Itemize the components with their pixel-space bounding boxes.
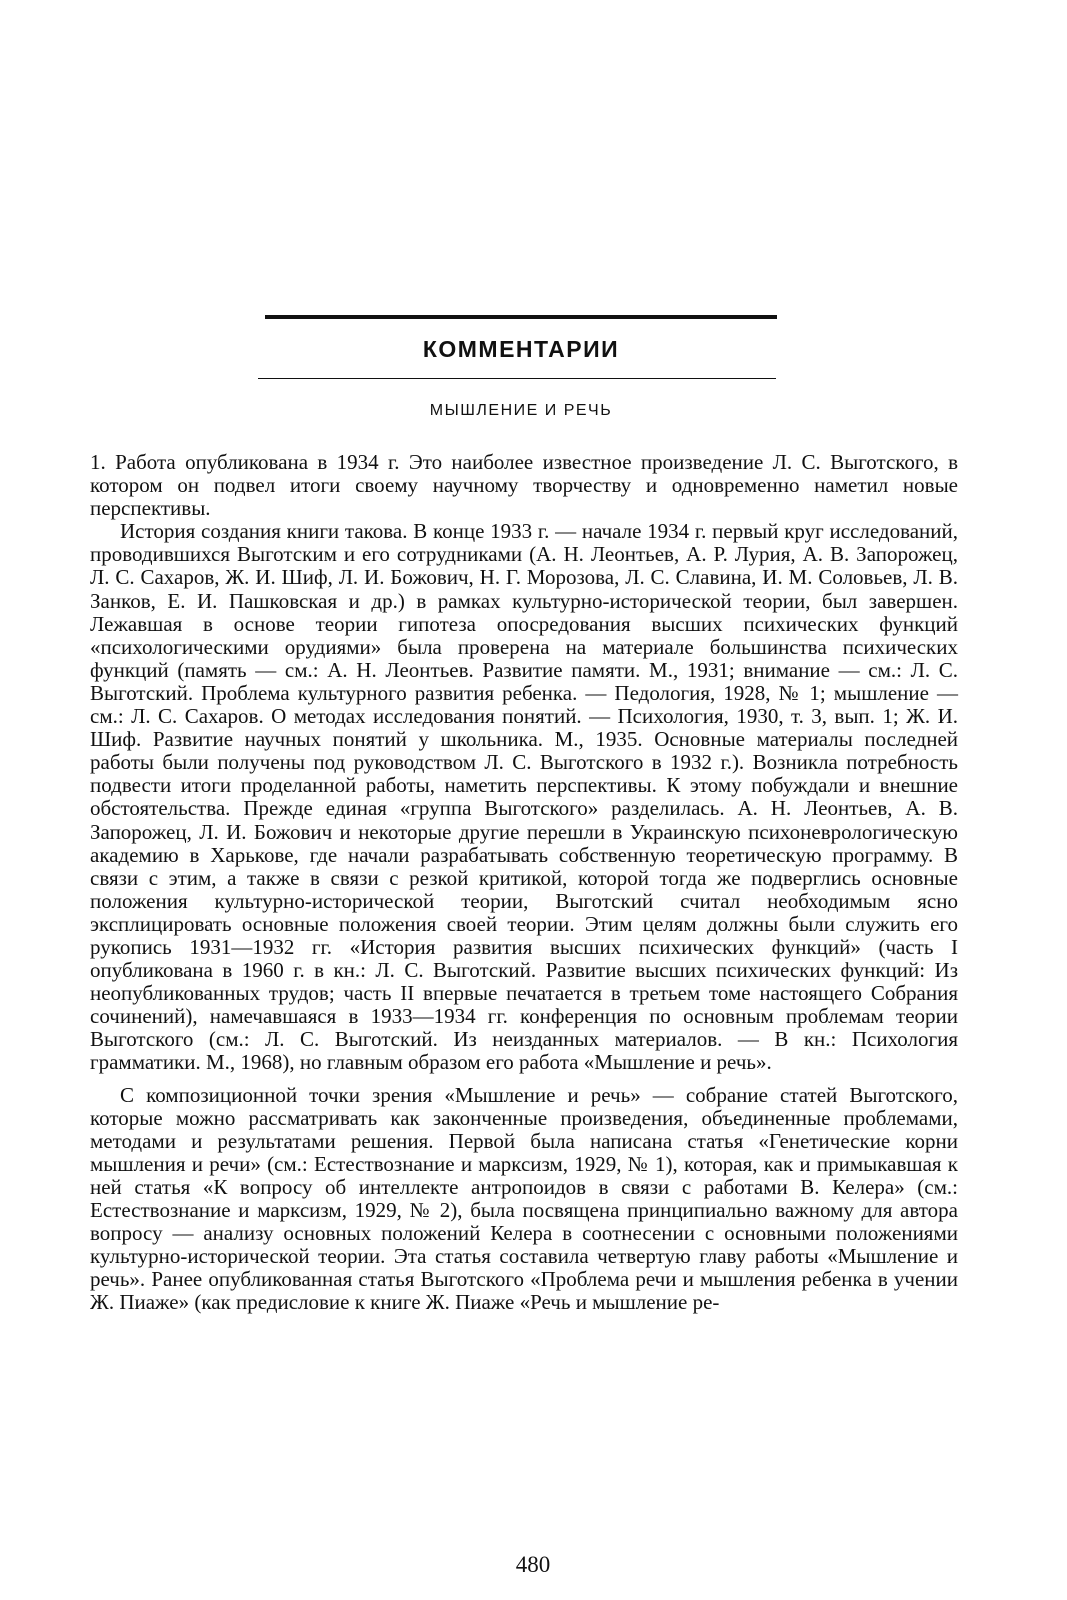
body-text [90, 451, 958, 1314]
paragraph-1: 1. Работа опубликована в 1934 г. Это наиболее известное произведение Л. С. Выготского, в котором он подвел итоги своему научному творчеству и одновременно наметил новые перспективы. [90, 450, 958, 521]
section-subtitle: МЫШЛЕНИЕ И РЕЧЬ [429, 402, 613, 419]
page-title: КОММЕНТАРИИ [422, 336, 620, 362]
paragraph-2: История создания книги такова. В конце 1933 г. — начале 1934 г. первый круг исследований, проводившихся Выготским и его сотрудниками (А. Н. Леонтьев, А. Р. Лурия, А. В. Запорожец, Л. С. Сахаров, Ж. И. Шиф, Л. И. Божович, Н. Г. Морозова, Л. С. Славина, И. М. Соловьев, Л. В. Занков, Е. И. Пашковская и др.) в рамках культурно-исторической теории, был завершен. Лежавшая в основе теории гипотеза опосредования высших психических функций «психологическими орудиями» была проверена на материале большинства психических функций (память — см.: А. Н. Леонтьев. Развитие памяти. М., 1931; внимание — см.: Л. С. Выготский. Проблема культурного развития ребенка. — Педология, 1928, № 1; мышление — см.: Л. С. Сахаров. О методах исследования понятий. — Психология, 1930, т. 3, вып. 1; Ж. И. Шиф. Развитие научных понятий у школьника. М., 1935. Основные материалы последней работы были получены под руководством Л. С. Выготского в 1932 г.). Возникла потребность подвести итоги проделанной работы, наметить перспективы. К этому побуждали и внешние обстоятельства. Прежде единая «группа Выготского» разделилась. А. Н. Леонтьев, А. В. Запорожец, Л. И. Божович и некоторые другие перешли в Украинскую психоневрологическую академию в Харькове, где начали разрабатывать собственную теоретическую программу. В связи с этим, а также в связи с резкой критикой, которой тогда же подверглись основные положения культурно-исторической теории, Выготский считал необходимым ясно эксплицировать основные положения своей теории. Этим целям должны были служить его рукопись 1931—1932 гг. «История развития высших психических функций» (часть I опубликована в 1960 г. в кн.: Л. С. Выготский. Развитие высших психических функций: Из неопубликованных трудов; часть II впервые печатается в третьем томе настоящего Собрания сочинений), намечавшаяся в 1933—1934 гг. конференция по основным проблемам теории Выготского (см.: Л. С. Выготский. Из неизданных материалов. — В кн.: Психология грамматики. М., 1968), но главным образом его работа «Мышление и речь». [90, 519, 958, 1075]
paragraph-3: С композиционной точки зрения «Мышление и речь» — собрание статей Выготского, которые можно рассматривать как законченные произведения, объединенные проблемами, методами и результатами решения. Первой была написана статья «Генетические корни мышления и речи» (см.: Естествознание и марксизм, 1929, № 1), которая, как и примыкавшая к ней статья «К вопросу об интеллекте антропоидов в связи с работами В. Келера» (см.: Естествознание и марксизм, 1929, № 2), была посвящена принципиально важному для автора вопросу — анализу основных положений Келера в соотнесении с основными положениями культурно-исторической теории. Эта статья составила четвертую главу работы «Мышление и речь». Ранее опубликованная статья Выготского «Проблема речи и мышления ребенка в учении Ж. Пиаже» (как предисловие к книге Ж. Пиаже «Речь и мышление ре- [90, 1082, 958, 1315]
title-rule-top [265, 315, 777, 319]
title-rule-bottom [258, 378, 776, 379]
page-number: 480 [515, 1552, 551, 1577]
